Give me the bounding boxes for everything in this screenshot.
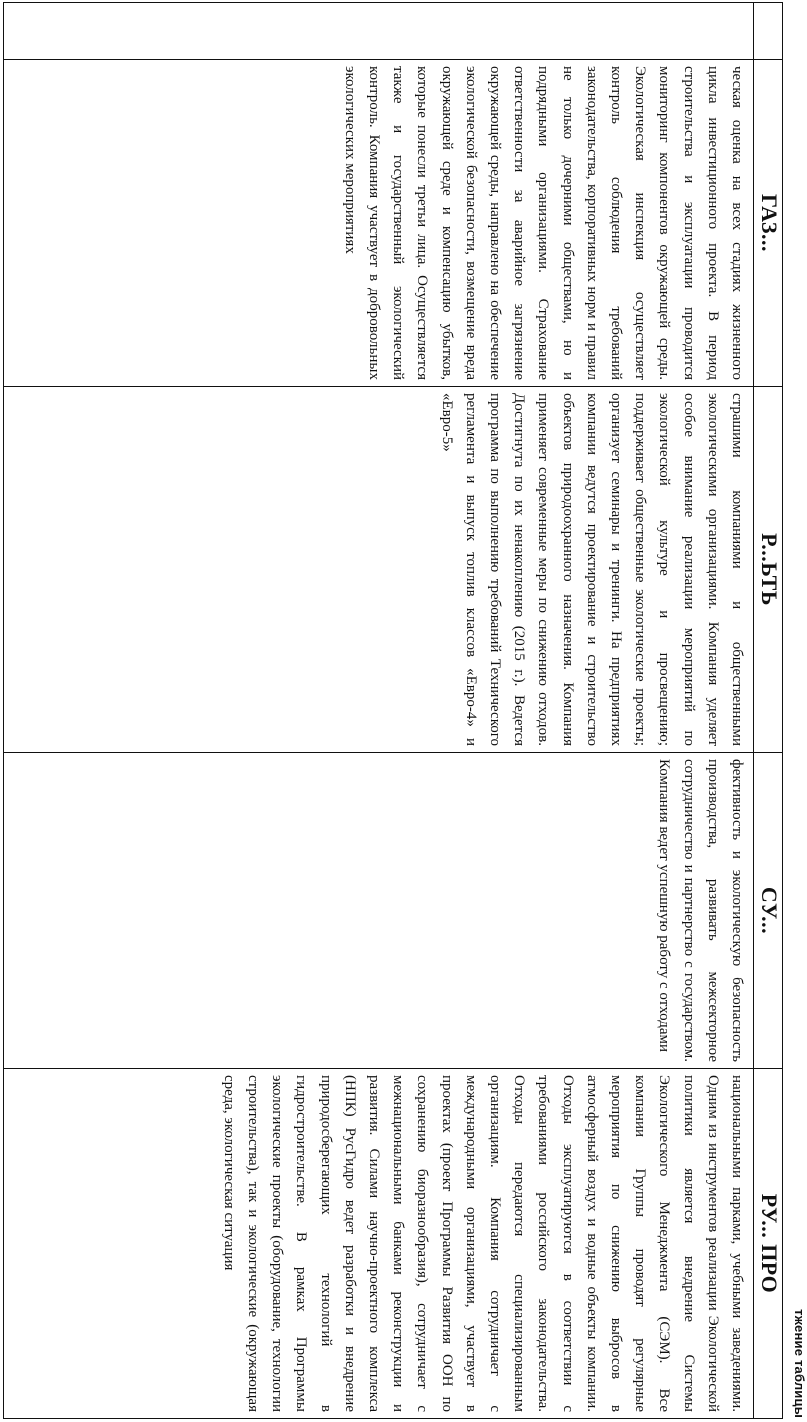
- header-surgut: СУ...: [754, 753, 783, 1069]
- cell-gazprom-text: ческая оценка на всех стадиях жизненного цикла инвестиционного проекта. В период строительства и эксплуатации проводится мониторинг компонентов окружающей среды. Экологическая инспекция осуществляет контроль соблюдения требований законодательства, корпоративных норм и правил не только дочерними обществами, но и подрядными организациями. Страхование ответственности за аварийное загрязнение окружающей среды, направлено на обеспечение экологической безопасности, возмещение вреда окружающей среде и компенсацию убытков, которые понесли третьи лица. Осуществляется также и государственный экологический контроль. Компания участвует в добровольных экологических мероприятиях: [341, 66, 745, 380]
- cell-rushydro: [4, 1069, 754, 1419]
- cell-surgut-text: фективность и экологическую безопасность производства, развивать межсекторное сотрудничество и партнерство с государством. Компания ведет успешную работу с отходами: [656, 759, 745, 1062]
- cell-rosneft-text: страшими компаниями и общественными экологическими организациями. Компания уделяет особое внимание реализации мероприятий по экологической культуре и просвещению; поддерживает общественные экологические проекты; организует семинары и тренинги. На предприятиях компании ведутся проектирование и строительство объектов природоохранного назначения. Компания применяет современные меры по снижению отходов. Достигнута по их ненакоплению (2015 г.). Ведется программа по выполнению требований Технического регламента и выпуск топлив классов «Евро-4» и «Евро-5»: [438, 393, 745, 746]
- cell-empty: [4, 3, 754, 60]
- table-continuation-note: тжение таблицы: [792, 1309, 807, 1418]
- header-rosneft: Р...ЬТЬ: [754, 387, 783, 753]
- table-header-row: [754, 3, 783, 1419]
- cell-rushydro-text: национальными парками, учебными заведениями. Одним из инструментов реализации Экологической политики является внедрение Системы Экологического Менеджмента (СЭМ). Все компании Группы проводят регулярные мероприятия по снижению выбросов в атмосферный воздух и водные объекты компании. Отходы эксплуатируются в соответствии с требованиями российского законодательства. Отходы передаются специализированным организациям. Компания сотрудничает с международными организациями, участвует в проектах (проект Программы Развития ООН по сохранению биоразнообразия), сотрудничает с межнациональными банками реконструкции и развития. Силами научно-проектного комплекса (НПК) РусГидро ведет разработки и внедрение природосберегающих технологий в гидростроительстве. В рамках Программы экологические проекты (оборудование, технологии строительства), так и экологические (окружающая среда, экологическая ситуация: [220, 1075, 745, 1412]
- comparison-table: [3, 2, 783, 1419]
- cell-surgut: [4, 753, 754, 1069]
- header-rushydro: РУ... ПРО: [754, 1069, 783, 1419]
- header-empty: [754, 3, 783, 60]
- cell-gazprom: [4, 60, 754, 387]
- cell-rosneft: [4, 387, 754, 753]
- table-row: [4, 3, 754, 1419]
- header-gazprom: ГАЗ...: [754, 60, 783, 387]
